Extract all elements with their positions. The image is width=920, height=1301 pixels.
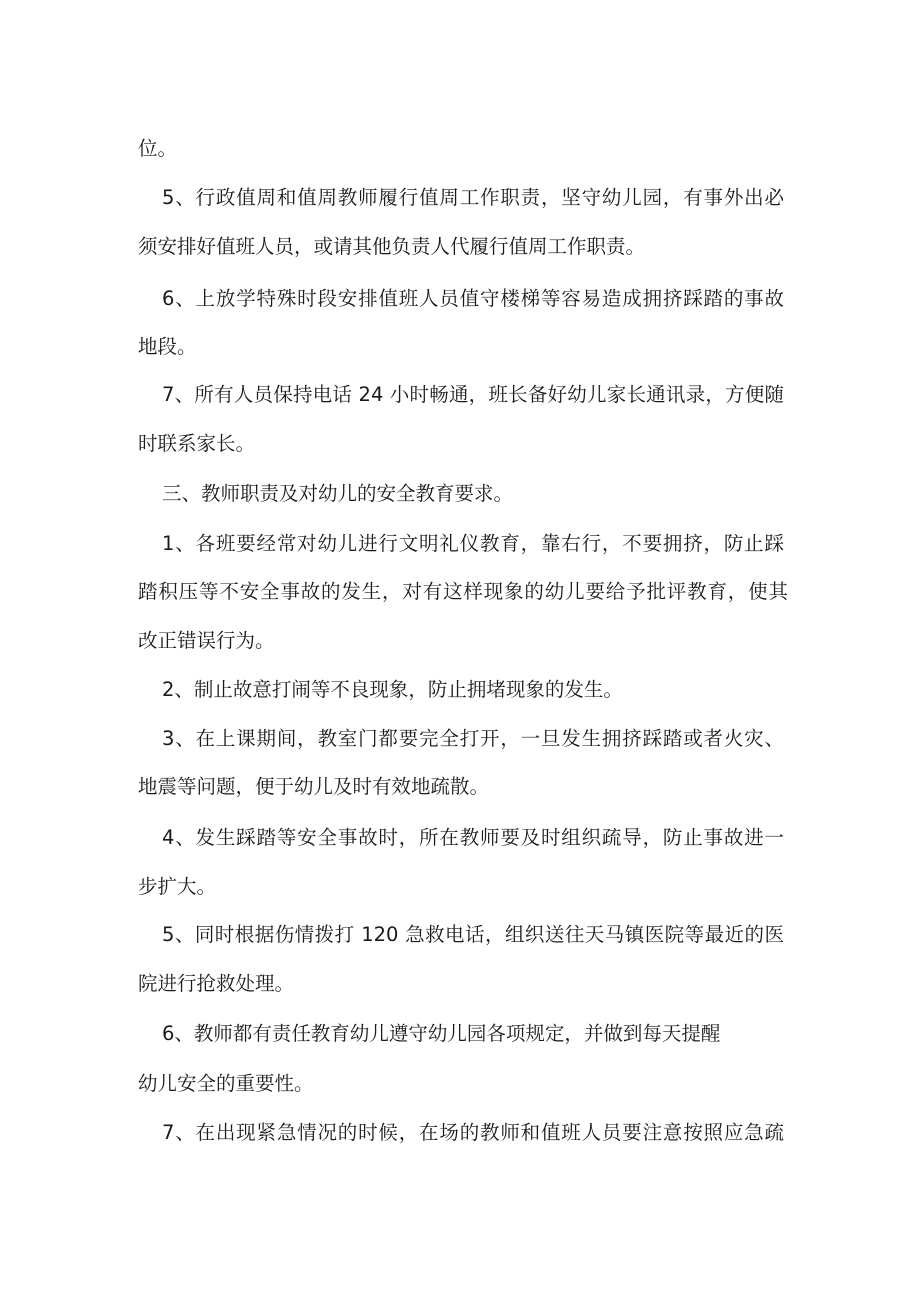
text-line: 改正错误行为。: [138, 629, 275, 652]
text-line: 7、在出现紧急情况的时候，在场的教师和值班人员要注意按照应急疏: [162, 1121, 784, 1144]
text-line: 须安排好值班人员，或请其他负责人代履行值周工作职责。: [138, 235, 646, 258]
text-line: 地段。: [138, 335, 197, 358]
text-line: 位。: [138, 137, 178, 160]
text-line: 4、发生踩踏等安全事故时，所在教师要及时组织疏导，防止事故进一: [162, 826, 784, 849]
text-line: 2、制止故意打闹等不良现象，防止拥堵现象的发生。: [162, 678, 623, 701]
section-heading: 三、教师职责及对幼儿的安全教育要求。: [162, 482, 514, 505]
text-line: 步扩大。: [138, 875, 217, 898]
text-line: 踏积压等不安全事故的发生，对有这样现象的幼儿要给予批评教育，使其: [138, 580, 788, 603]
text-line: 6、教师都有责任教育幼儿遵守幼儿园各项规定，并做到每天提醒: [162, 1022, 721, 1045]
text-line: 1、各班要经常对幼儿进行文明礼仪教育，靠右行，不要拥挤，防止踩: [162, 532, 784, 555]
text-line: 地震等问题，便于幼儿及时有效地疏散。: [138, 775, 490, 798]
text-line: 5、行政值周和值周教师履行值周工作职责，坚守幼儿园，有事外出必: [162, 186, 784, 209]
text-line: 3、在上课期间，教室门都要完全打开，一旦发生拥挤踩踏或者火灾、: [162, 727, 784, 750]
text-line: 院进行抢救处理。: [138, 972, 295, 995]
text-line: 幼儿安全的重要性。: [138, 1072, 314, 1095]
text-line: 时联系家长。: [138, 432, 256, 455]
text-line: 6、上放学特殊时段安排值班人员值守楼梯等容易造成拥挤踩踏的事故: [162, 287, 784, 310]
text-line: 7、所有人员保持电话 24 小时畅通，班长备好幼儿家长通讯录，方便随: [162, 383, 784, 406]
text-line: 5、同时根据伤情拨打 120 急救电话，组织送往天马镇医院等最近的医: [162, 923, 784, 946]
